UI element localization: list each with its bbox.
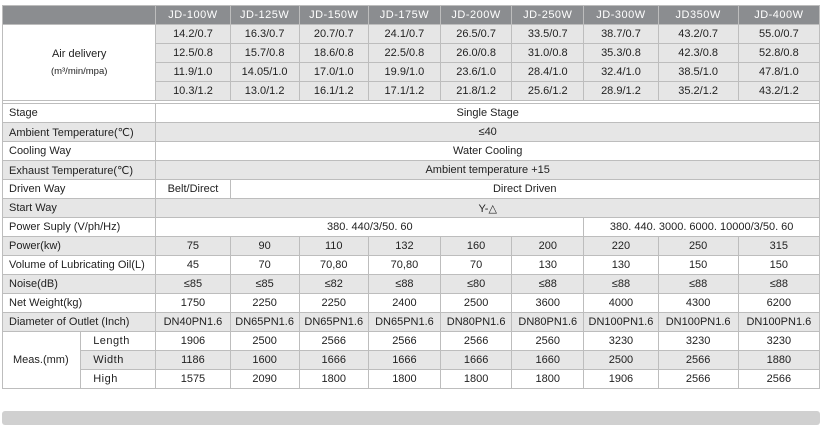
air-delivery-cell: 33.5/0.7 [512,25,584,44]
power-cell: 160 [441,237,512,256]
air-delivery-cell: 11.9/1.0 [156,63,230,82]
meas-width-cell: 1880 [738,351,819,370]
meas-height-cell: 1800 [441,370,512,389]
air-delivery-cell: 28.4/1.0 [512,63,584,82]
ambient-value: ≤40 [156,123,820,142]
outlet-cell: DN65PN1.6 [230,313,299,332]
air-delivery-cell: 26.0/0.8 [441,44,512,63]
stage-label: Stage [3,104,156,123]
power-cell: 315 [738,237,819,256]
air-delivery-cell: 35.2/1.2 [658,82,738,101]
air-delivery-cell: 42.3/0.8 [658,44,738,63]
meas-height-cell: 1575 [156,370,230,389]
power-supply-row [3,218,820,237]
air-delivery-cell: 55.0/0.7 [738,25,819,44]
power-cell: 90 [230,237,299,256]
meas-length-cell: 1906 [156,332,230,351]
exhaust-row [3,161,820,180]
meas-length-cell: 2560 [512,332,584,351]
weight-cell: 2250 [299,294,368,313]
meas-height-cell: 1800 [299,370,368,389]
oil-cell: 70 [441,256,512,275]
cooling-label: Cooling Way [3,142,156,161]
outlet-cell: DN100PN1.6 [658,313,738,332]
model-header: JD-400W [738,6,819,25]
model-header: JD-175W [368,6,440,25]
exhaust-value: Ambient temperature +15 [156,161,820,180]
meas-label: Meas.(mm) [3,332,81,389]
air-delivery-cell: 23.6/1.0 [441,63,512,82]
bottom-bar [2,411,820,425]
power-cell: 220 [584,237,658,256]
air-delivery-cell: 43.2/1.2 [738,82,819,101]
air-delivery-cell: 12.5/0.8 [156,44,230,63]
meas-height-cell: 1906 [584,370,658,389]
air-delivery-cell: 18.6/0.8 [299,44,368,63]
noise-cell: ≤85 [156,275,230,294]
noise-cell: ≤80 [441,275,512,294]
noise-cell: ≤82 [299,275,368,294]
cooling-row [3,142,820,161]
power-cell: 110 [299,237,368,256]
stage-row [3,104,820,123]
model-header: JD-200W [441,6,512,25]
air-delivery-cell: 24.1/0.7 [368,25,440,44]
outlet-cell: DN100PN1.6 [738,313,819,332]
meas-length-cell: 2566 [441,332,512,351]
meas-height-cell: 1800 [368,370,440,389]
meas-length-cell: 3230 [738,332,819,351]
ambient-label: Ambient Temperature(℃) [3,123,156,142]
power-supply-value-high: 380. 440. 3000. 6000. 10000/3/50. 60 [584,218,820,237]
meas-height-cell: 2090 [230,370,299,389]
power-row [3,237,820,256]
air-delivery-cell: 14.2/0.7 [156,25,230,44]
meas-width-label: Width [81,351,156,370]
outlet-label: Diameter of Outlet (Inch) [3,313,156,332]
weight-cell: 2500 [441,294,512,313]
model-header-row [3,6,820,25]
start-value: Y-△ [156,199,820,218]
meas-length-cell: 3230 [658,332,738,351]
spec-table [2,5,820,389]
air-delivery-cell: 25.6/1.2 [512,82,584,101]
meas-height-cell: 2566 [658,370,738,389]
noise-label: Noise(dB) [3,275,156,294]
air-delivery-cell: 16.1/1.2 [299,82,368,101]
noise-cell: ≤88 [584,275,658,294]
ambient-row [3,123,820,142]
air-delivery-cell: 31.0/0.8 [512,44,584,63]
air-delivery-cell: 14.05/1.0 [230,63,299,82]
meas-width-cell: 1666 [299,351,368,370]
oil-cell: 130 [584,256,658,275]
driven-label: Driven Way [3,180,156,199]
air-delivery-cell: 52.8/0.8 [738,44,819,63]
outlet-row [3,313,820,332]
air-delivery-cell: 10.3/1.2 [156,82,230,101]
air-delivery-cell: 16.3/0.7 [230,25,299,44]
weight-label: Net Weight(kg) [3,294,156,313]
meas-length-cell: 3230 [584,332,658,351]
outlet-cell: DN80PN1.6 [512,313,584,332]
air-delivery-cell: 28.9/1.2 [584,82,658,101]
meas-height-row [3,370,820,389]
air-delivery-unit: (m³/min/mpa) [50,65,108,77]
air-delivery-label: Air delivery [51,47,107,60]
air-delivery-cell: 15.7/0.8 [230,44,299,63]
air-delivery-cell: 19.9/1.0 [368,63,440,82]
outlet-cell: DN40PN1.6 [156,313,230,332]
model-header: JD-150W [299,6,368,25]
meas-length-cell: 2566 [368,332,440,351]
meas-width-cell: 1600 [230,351,299,370]
air-delivery-cell: 20.7/0.7 [299,25,368,44]
air-delivery-cell: 17.1/1.2 [368,82,440,101]
meas-width-cell: 1666 [441,351,512,370]
model-header: JD-300W [584,6,658,25]
air-delivery-cell: 13.0/1.2 [230,82,299,101]
noise-cell: ≤88 [738,275,819,294]
meas-height-cell: 2566 [738,370,819,389]
weight-cell: 2250 [230,294,299,313]
outlet-cell: DN80PN1.6 [441,313,512,332]
model-header: JD350W [658,6,738,25]
weight-cell: 3600 [512,294,584,313]
meas-width-cell: 1660 [512,351,584,370]
oil-cell: 45 [156,256,230,275]
oil-cell: 70 [230,256,299,275]
weight-row [3,294,820,313]
power-supply-label: Power Suply (V/ph/Hz) [3,218,156,237]
weight-cell: 4000 [584,294,658,313]
weight-cell: 1750 [156,294,230,313]
meas-length-cell: 2500 [230,332,299,351]
meas-width-cell: 1666 [368,351,440,370]
air-delivery-cell: 35.3/0.8 [584,44,658,63]
noise-cell: ≤88 [368,275,440,294]
air-delivery-cell: 38.5/1.0 [658,63,738,82]
oil-cell: 130 [512,256,584,275]
weight-cell: 4300 [658,294,738,313]
start-row [3,199,820,218]
meas-width-cell: 2566 [658,351,738,370]
power-cell: 75 [156,237,230,256]
noise-cell: ≤88 [658,275,738,294]
power-cell: 200 [512,237,584,256]
meas-width-cell: 1186 [156,351,230,370]
power-label: Power(kw) [3,237,156,256]
meas-height-label: High [81,370,156,389]
meas-length-cell: 2566 [299,332,368,351]
power-supply-value-low: 380. 440/3/50. 60 [156,218,584,237]
driven-value-belt: Belt/Direct [156,180,230,199]
model-header: JD-125W [230,6,299,25]
air-delivery-cell: 17.0/1.0 [299,63,368,82]
exhaust-label: Exhaust Temperature(℃) [3,161,156,180]
header-corner [3,6,156,25]
oil-cell: 150 [658,256,738,275]
noise-row [3,275,820,294]
air-delivery-label-cell [3,25,156,101]
meas-height-cell: 1800 [512,370,584,389]
oil-label: Volume of Lubricating Oil(L) [3,256,156,275]
noise-cell: ≤85 [230,275,299,294]
cooling-value: Water Cooling [156,142,820,161]
meas-width-cell: 2500 [584,351,658,370]
air-delivery-cell: 26.5/0.7 [441,25,512,44]
power-cell: 250 [658,237,738,256]
start-label: Start Way [3,199,156,218]
model-header: JD-100W [156,6,230,25]
oil-cell: 70,80 [368,256,440,275]
air-delivery-cell: 38.7/0.7 [584,25,658,44]
outlet-cell: DN100PN1.6 [584,313,658,332]
stage-value: Single Stage [156,104,820,123]
oil-row [3,256,820,275]
air-delivery-cell: 21.8/1.2 [441,82,512,101]
meas-width-row [3,351,820,370]
weight-cell: 6200 [738,294,819,313]
outlet-cell: DN65PN1.6 [299,313,368,332]
meas-length-label: Length [81,332,156,351]
driven-row [3,180,820,199]
oil-cell: 150 [738,256,819,275]
air-delivery-cell: 22.5/0.8 [368,44,440,63]
power-cell: 132 [368,237,440,256]
oil-cell: 70,80 [299,256,368,275]
air-delivery-cell: 47.8/1.0 [738,63,819,82]
driven-value-direct: Direct Driven [230,180,819,199]
outlet-cell: DN65PN1.6 [368,313,440,332]
model-header: JD-250W [512,6,584,25]
weight-cell: 2400 [368,294,440,313]
air-delivery-row [3,25,820,44]
air-delivery-cell: 32.4/1.0 [584,63,658,82]
meas-length-row [3,332,820,351]
air-delivery-cell: 43.2/0.7 [658,25,738,44]
noise-cell: ≤88 [512,275,584,294]
